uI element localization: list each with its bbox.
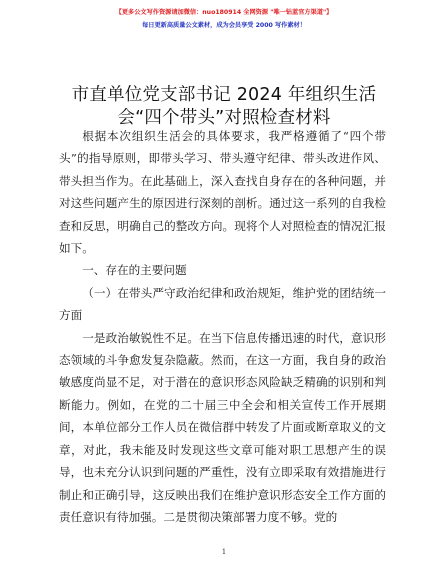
promo-banner-line2: 每日更新高质量公文素材，成为会员享受 2000 写作素材！ (142, 22, 306, 29)
promo-banner (0, 6, 448, 32)
body-paragraph: 一是政治敏锐性不足。在当下信息传播迅速的时代，意识形态领域的斗争愈发复杂隐蔽。然而，在这一方面，我自身的政治敏感度尚显不足，对于潜在的意识形态风险缺乏精确的识别和判断能力。例如，在党的二十届三中全会和相关宣传工作开展期间，本单位部分工作人员在微信群中转发了片面或断章取义的文章，对此，我未能及时发现这些文章可能对职工思想产生的误导，也未充分认识到问题的严重性，没有立即采取有效措施进行制止和正确引导，这反映出我们在维护意识形态安全工作方面的责任意识有待加强。二是贯彻决策部署力度不够。党的 (59, 330, 386, 524)
page-number: 1 (221, 548, 227, 556)
promo-banner-line1: 【更多公文写作资源请加微信：nuo180914 全网资源 "唯一钻蓝官方渠道"】 (115, 9, 333, 16)
subsection-heading: （一）在带头严守政治纪律和政治规矩，维护党的团结统一方面 (59, 285, 386, 323)
intro-paragraph: 根据本次组织生活会的具体要求，我严格遵循了“四个带头”的指导原则，即带头学习、带头遵守纪律、带头改进作风、带头担当作为。在此基础上，深入查找自身存在的各种问题，并对这些问题产生的原因进行深刻的剖析。通过这一系列的自我检查和反思，明确自己的整改方向。现将个人对照检查的情况汇报如下。 (59, 129, 386, 256)
document-body (59, 125, 386, 528)
document-title: 市直单位党支部书记 2024 年组织生活会“四个带头”对照检查材料 (71, 85, 377, 128)
section-heading: 一、存在的主要问题 (82, 263, 187, 278)
